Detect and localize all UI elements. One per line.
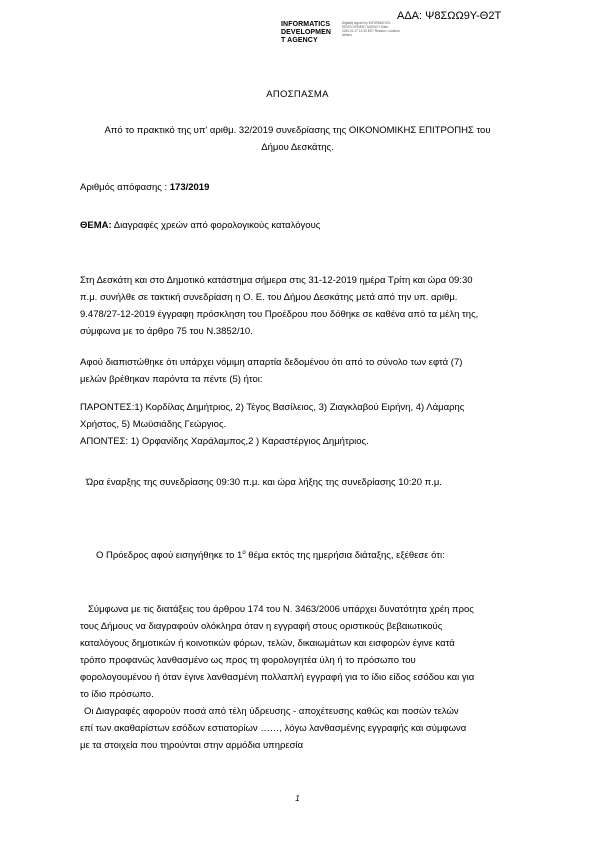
decision-number: 173/2019: [169, 182, 210, 193]
subject-text: Διαγραφές χρεών από φορολογικούς καταλόγους: [111, 220, 321, 231]
decision-label: Αριθμός απόφασης :: [80, 182, 170, 193]
page-number: 1: [295, 794, 300, 803]
agency-line: T AGENCY: [281, 37, 318, 44]
document-title: ΑΠΟΣΠΑΣΜΑ: [266, 89, 329, 100]
subject-line: [80, 217, 320, 234]
ada-code: ΑΔΑ: Ψ8ΣΩΩ9Υ-Θ2Τ: [397, 10, 502, 22]
paragraph-line: μελών βρέθηκαν παρόντα τα πέντε (5) ήτοι:: [80, 374, 263, 385]
paragraph-line: καταλόγους δημοτικών ή κοινοτικών φόρων, τελών, δικαιωμάτων και εισφορών έγινε κατά: [80, 638, 455, 649]
paragraph-line: με τα στοιχεία που τηρούνται στην αρμόδια υπηρεσία: [80, 740, 304, 751]
agency-line: INFORMATICS: [281, 21, 331, 28]
decision-number-line: [80, 179, 209, 196]
deletions-paragraph: [80, 703, 523, 754]
excerpt-line: Δήμου Δεσκάτης.: [261, 142, 334, 153]
president-statement: [96, 545, 445, 564]
president-text: θέμα εκτός της ημερήσια διάταξης, εξέθεσε ότι:: [245, 550, 445, 562]
agency-line: DEVELOPMEN: [281, 29, 332, 36]
absent-members: ΑΠΟΝΤΕΣ: 1) Ορφανίδης Χαράλαμπος,2 ) Καραστέργιος Δημήτριος.: [80, 436, 369, 447]
paragraph-line: Αφού διαπιστώθηκε ότι υπάρχει νόμιμη απαρτία δεδομένου ότι από το σύνολο των εφτά (7): [80, 357, 463, 368]
present-members: Χρήστος, 5) Μωϋσιάδης Γεώργιος.: [80, 419, 227, 430]
law-paragraph: [80, 601, 523, 703]
president-text: Ο Πρόεδρος αφού εισηγήθηκε το 1: [96, 550, 243, 562]
subject-label: ΘΕΜΑ:: [80, 220, 112, 231]
paragraph-line: επί των ακαθαρίστων εσόδων εστιατορίων ……, λόγω λανθασμένης εγγραφής και σύμφωνα: [80, 723, 467, 734]
paragraph-line: τρόπο προφανώς λανθασμένο ως προς τη φορολογητέα ύλη ή το πρόσωπο του: [80, 655, 416, 666]
present-members: ΠΑΡΟΝΤΕΣ:1) Κορδίλας Δημήτριος, 2) Τέγος Βασίλειος, 3) Ζιαγκλαβού Ειρήνη, 4) Λάμαρης: [80, 402, 465, 413]
paragraph-line: π.μ. συνήλθε σε τακτική συνεδρίαση η Ο. Ε. του Δήμου Δεσκάτης μετά από την υπ. αριθμ.: [80, 292, 458, 303]
digital-signature-note: Digitally signed by INFORMATICS DEVELOPMENT AGENCY Date: 2020.01.17 12:33 EET Reason: Location: Athens: [342, 21, 401, 37]
quorum-paragraph: [80, 354, 521, 388]
ordinal-superscript: ο: [242, 550, 246, 556]
session-time: Ώρα έναρξης της συνεδρίασης 09:30 π.μ. και ώρα λήξης της συνεδρίασης 10:20 π.μ.: [86, 477, 442, 488]
agency-stamp: [281, 21, 331, 45]
paragraph-line: τους Δήμους να διαγραφούν ολόκληρα όταν η εγγραφή στους οριστικούς βεβαιωτικούς: [80, 621, 443, 632]
paragraph-line: Οι Διαγραφές αφορούν ποσά από τέλη ύδρευσης - αποχέτευσης καθώς και ποσών τελών: [84, 706, 459, 717]
intro-paragraph: [80, 272, 521, 340]
paragraph-line: φορολογουμένου ή όταν έγινε λανθασμένη πολλαπλή εγγραφή για το ίδιο είδος εσόδου και για: [80, 672, 475, 683]
paragraph-line: το ίδιο πρόσωπο.: [80, 689, 154, 700]
paragraph-line: 9.478/27-12-2019 έγγραφη πρόσκληση του Προέδρου που δόθηκε σε καθένα από τα μέλη της,: [80, 309, 479, 320]
paragraph-line: Στη Δεσκάτη και στο Δημοτικό κατάστημα σήμερα στις 31-12-2019 ημέρα Τρίτη και ώρα 09:30: [80, 275, 473, 286]
paragraph-line: Σύμφωνα με τις διατάξεις του άρθρου 174 του Ν. 3463/2006 υπάρχει δυνατότητα χρέη προς: [88, 604, 474, 615]
paragraph-line: σύμφωνα με το άρθρο 75 του Ν.3852/10.: [80, 326, 253, 337]
excerpt-line: Από το πρακτικό της υπ' αριθμ. 32/2019 συνεδρίασης της ΟΙΚΟΝΟΜΙΚΗΣ ΕΠΙΤΡΟΠΗΣ του: [104, 125, 491, 136]
attendance-block: [80, 399, 521, 450]
